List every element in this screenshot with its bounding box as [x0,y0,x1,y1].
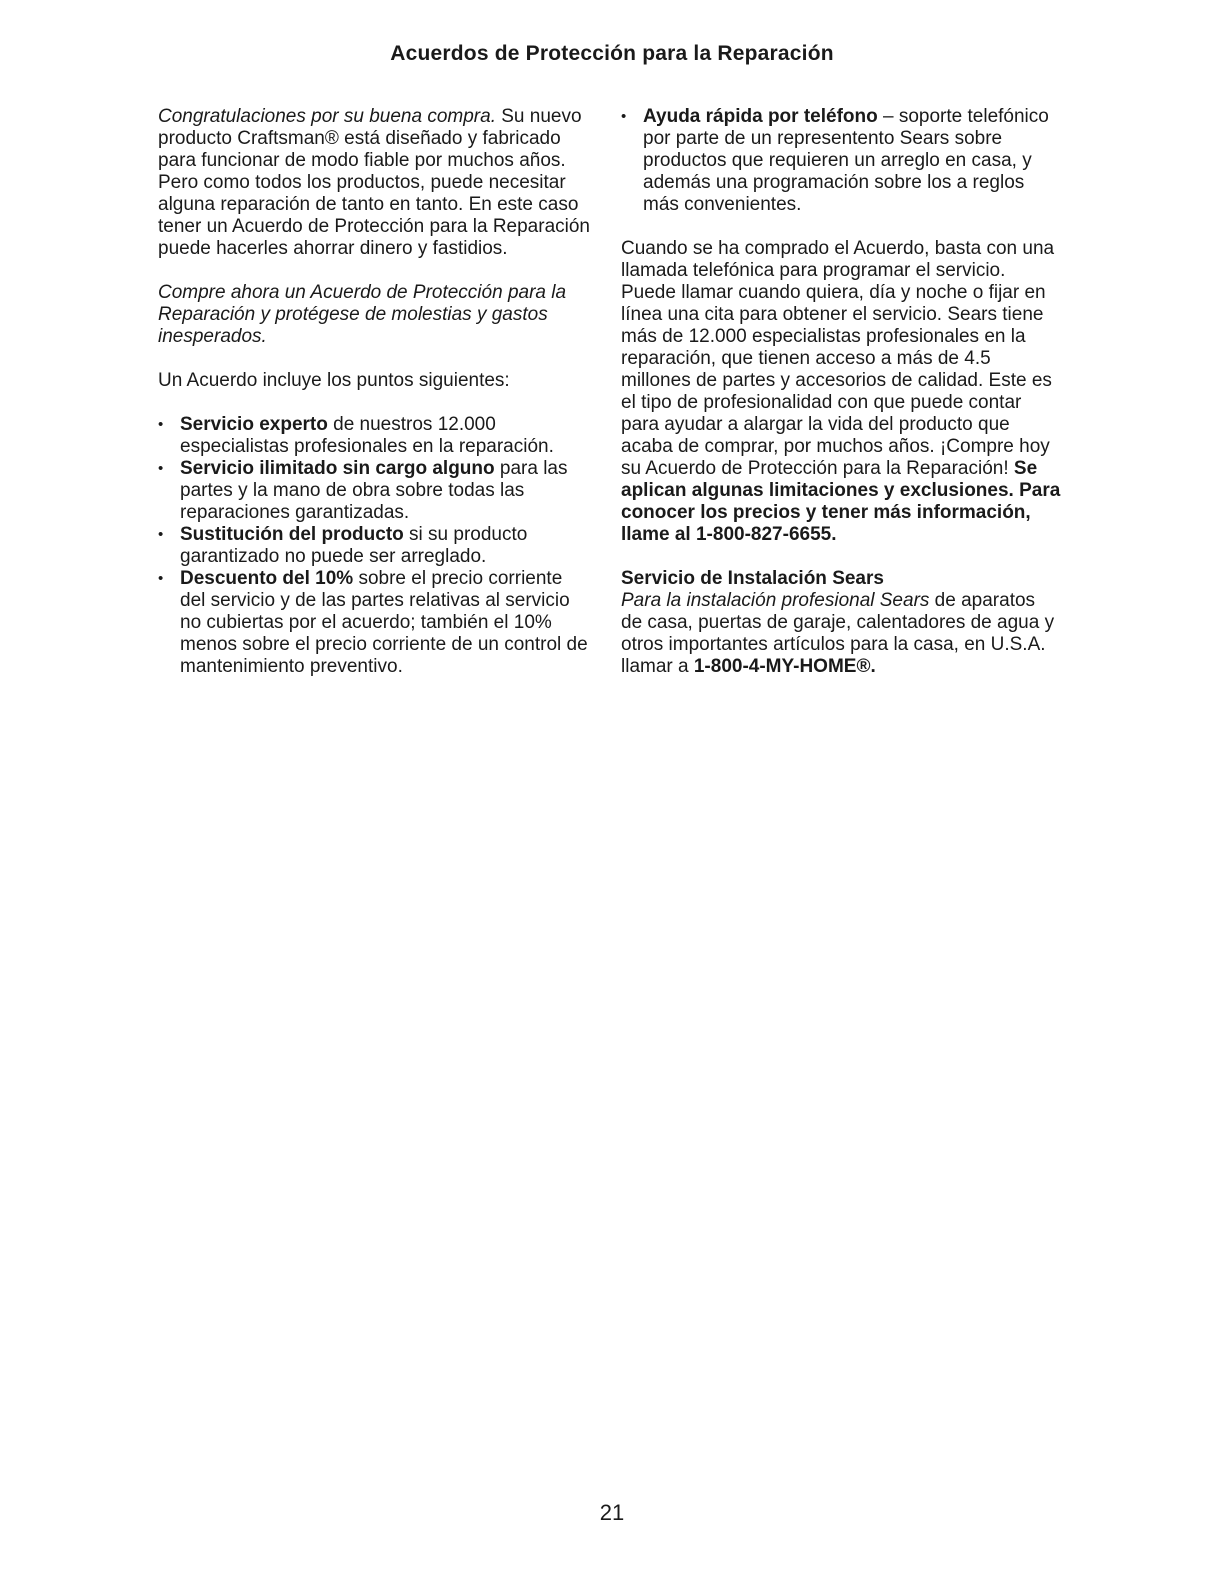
agreement-text: Cuando se ha comprado el Acuerdo, basta con una llamada telefónica para programar el servicio. Puede llamar cuando quiera, día y noche o fijar en línea una cita para obtener el servicio. Sears tiene más de 12.000 especialistas profesionales en la reparación, que tienen acceso a más de 4.5 millones de partes y accesorios de calidad. Este es el tipo de profesionalidad con que puede contar para ayudar a alargar la vida del producto que acaba de comprar, por muchos años. ¡Compre hoy su Acuerdo de Protección para la Reparación! [621,238,1055,479]
list-item [158,458,590,524]
bullet-bold: Servicio ilimitado sin cargo alguno [180,458,495,479]
intro-paragraph [158,106,590,260]
promo-paragraph: Compre ahora un Acuerdo de Protección para la Reparación y protégese de molestias y gastos inesperados. [158,282,567,347]
bullet-bold: Ayuda rápida por teléfono [643,106,878,127]
list-item [621,106,1061,216]
intro-text: Su nuevo producto Craftsman® está diseñado y fabricado para funcionar de modo fiable por muchos años. Pero como todos los productos, puede necesitar alguna reparación de tanto en tanto. En este caso tener un Acuerdo de Protección para la Reparación puede hacerles ahorrar dinero y fastidios. [158,106,590,259]
bullet-bold: Descuento del 10% [180,568,354,589]
page-number: 21 [599,1500,625,1525]
install-text: de aparatos de casa, puertas de garaje, calentadores de agua y otros importantes artículos para la casa, en U.S.A. llamar a [621,590,1055,677]
bullet-text: si su producto garantizado no puede ser arreglado. [180,524,528,567]
left-column [158,106,590,678]
page-title: Acuerdos de Protección para la Reparación [390,42,834,65]
bullet-text: sobre el precio corriente del servicio y de las partes relativas al servicio no cubiertas por el acuerdo; también el 10% menos sobre el precio corriente de un control de mantenimiento preventivo. [180,568,588,677]
list-item [158,414,590,458]
bullet-text: – soporte telefónico por parte de un representento Sears sobre productos que requieren un arreglo en casa, y además una programación sobre los a reglos más convenientes. [643,106,1049,215]
phone-help-list [621,106,1061,216]
bullet-text: de nuestros 12.000 especialistas profesionales en la reparación. [180,414,554,457]
list-item [158,568,590,678]
bullet-bold: Servicio experto [180,414,328,435]
agreement-paragraph [621,238,1061,546]
list-item [158,524,590,568]
intro-italic: Congratulaciones por su buena compra. [158,106,496,127]
install-italic: Para la instalación profesional Sears [621,590,930,611]
right-column [621,106,1061,678]
benefits-list [158,414,590,678]
list-intro: Un Acuerdo incluye los puntos siguientes: [158,370,510,391]
limitations-notice: Se aplican algunas limitaciones y exclusiones. Para conocer los precios y tener más información, llame al 1-800-827-6655. [621,458,1061,545]
bullet-text: para las partes y la mano de obra sobre todas las reparaciones garantizadas. [180,458,568,523]
install-phone: 1-800-4-MY-HOME®. [693,656,876,677]
install-paragraph [621,590,1061,678]
bullet-bold: Sustitución del producto [180,524,404,545]
install-heading: Servicio de Instalación Sears [621,568,884,589]
